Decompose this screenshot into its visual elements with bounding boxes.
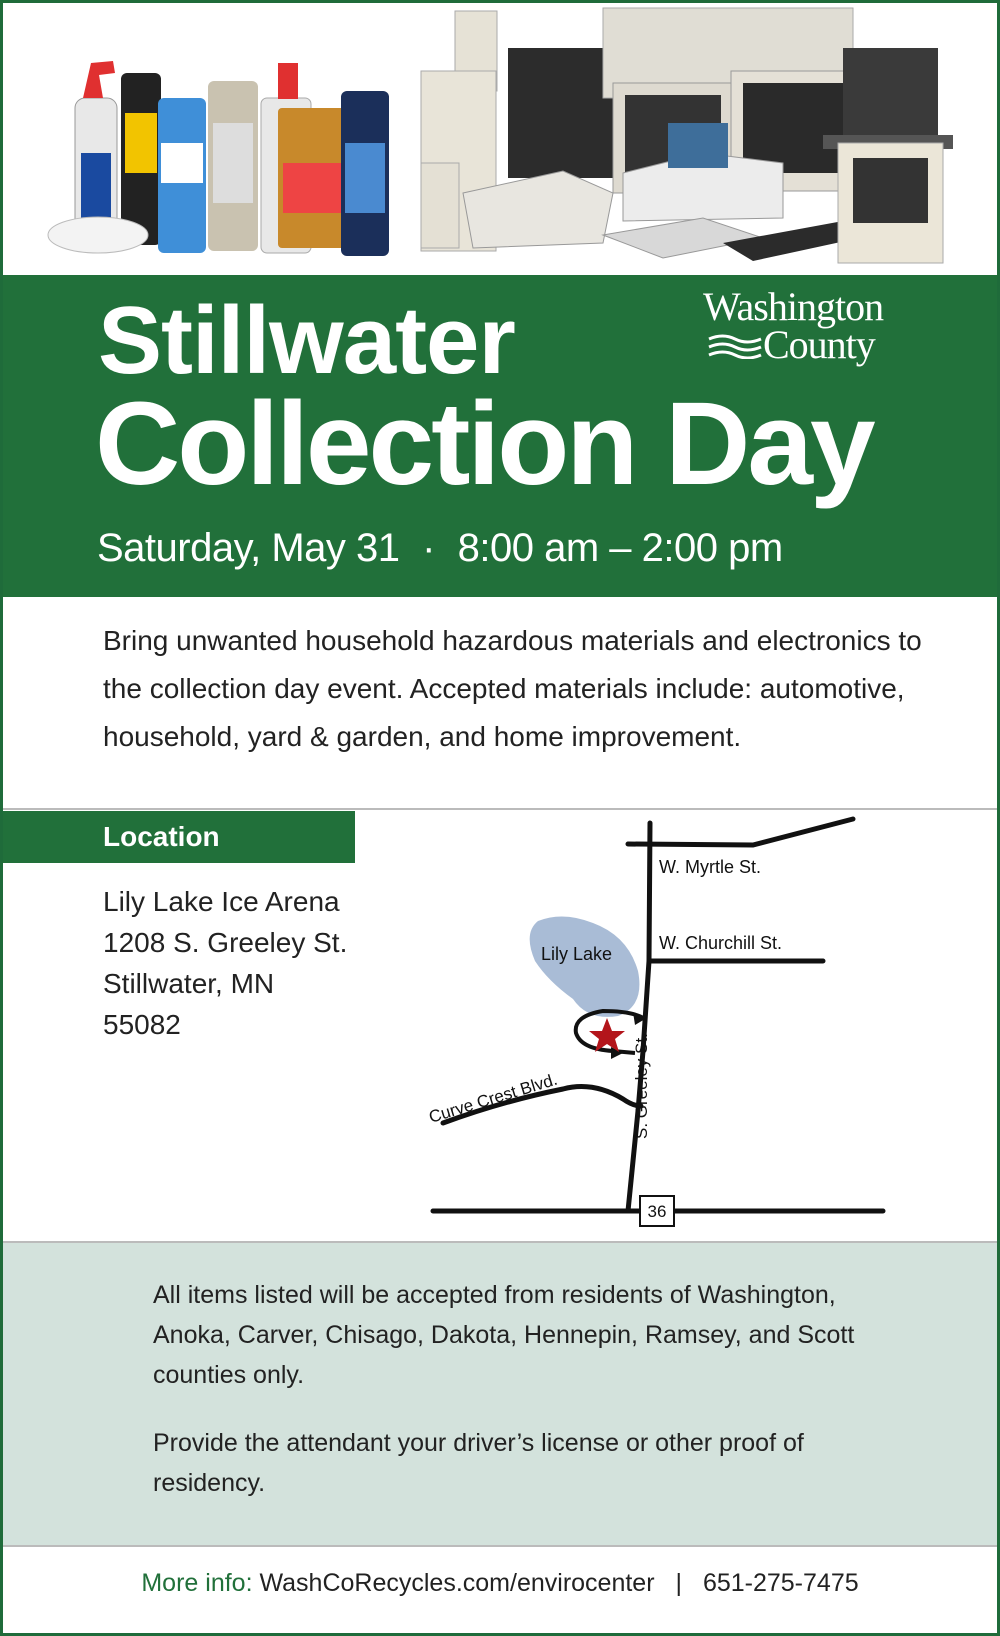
lake-label: Lily Lake	[541, 944, 613, 964]
logo-line1: Washington	[703, 284, 884, 329]
city-state: Stillwater, MN	[103, 968, 275, 999]
washington-county-logo	[703, 284, 903, 367]
more-info-label: More info:	[141, 1569, 253, 1597]
event-time: 8:00 am – 2:00 pm	[457, 526, 783, 570]
section-divider	[3, 808, 997, 810]
event-datetime	[97, 528, 783, 568]
water-waves-icon	[707, 333, 763, 359]
event-date: Saturday, May 31	[97, 526, 400, 570]
highway-label: 36	[647, 1202, 667, 1221]
products-illustration	[3, 3, 997, 275]
event-title: Collection Day	[95, 378, 873, 510]
residency-notes	[3, 1243, 997, 1545]
footer-info	[3, 1569, 997, 1598]
lake-shape	[530, 916, 640, 1016]
street-address: 1208 S. Greeley St.	[103, 927, 348, 958]
curve-crest-label: Curve Crest Blvd.	[426, 1069, 560, 1127]
hero-photo	[3, 3, 997, 275]
section-divider	[3, 1545, 997, 1547]
logo-line2: County	[703, 325, 903, 365]
greeley-street-label: S. Greeley St.	[632, 1033, 651, 1139]
churchill-street-label: W. Churchill St.	[659, 933, 783, 953]
location-map	[423, 811, 903, 1231]
zip-code: 55082	[103, 1009, 181, 1040]
title-banner	[3, 275, 997, 597]
website-link[interactable]: WashCoRecycles.com/envirocenter	[259, 1569, 655, 1597]
proof-note: Provide the attendant your driver’s license or other proof of residency.	[153, 1429, 804, 1497]
venue-name: Lily Lake Ice Arena	[103, 886, 340, 917]
intro-text: Bring unwanted household hazardous materials and electronics to the collection day event. Accepted materials include: automotive, household, yard & garden, and home improvement.	[103, 625, 922, 752]
phone-number[interactable]: 651-275-7475	[702, 1569, 859, 1597]
residency-note: All items listed will be accepted from residents of Washington, Anoka, Carver, Chisago, Dakota, Hennepin, Ramsey, and Scott counties only.	[153, 1281, 855, 1389]
myrtle-street-line	[628, 819, 853, 845]
myrtle-street-label: W. Myrtle St.	[659, 857, 762, 877]
event-city: Stillwater	[98, 287, 515, 394]
datetime-separator: ·	[422, 526, 435, 570]
location-address	[103, 881, 347, 1045]
location-heading: Location	[3, 811, 355, 863]
footer-separator: |	[675, 1569, 682, 1597]
